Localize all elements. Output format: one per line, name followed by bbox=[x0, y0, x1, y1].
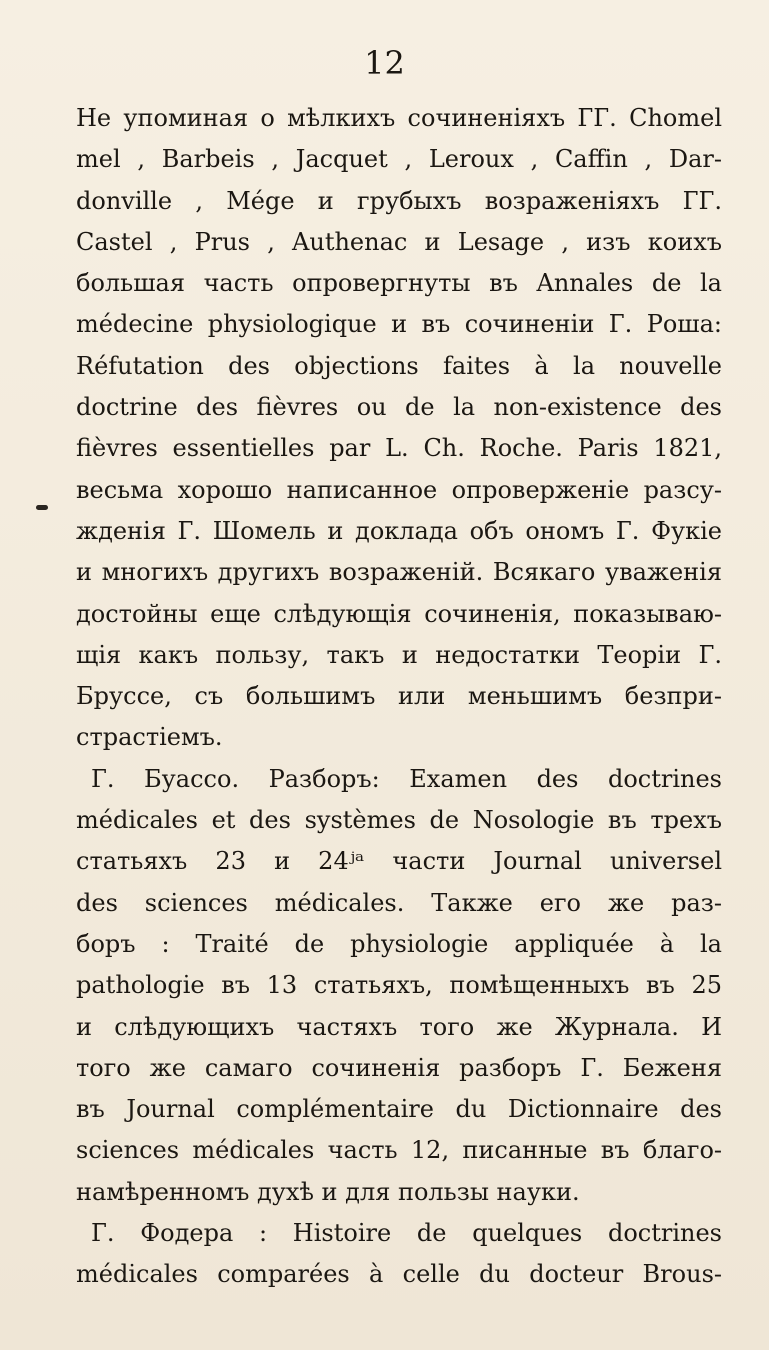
text-line: Не упоминая о мѣлкихъ сочиненіяхъ ГГ. Chomel bbox=[76, 104, 722, 132]
text-line: жденія Г. Шомель и доклада объ ономъ Г. Фукіе bbox=[76, 516, 722, 545]
text-line: достойны еще слѣдующія сочиненія, показываю- bbox=[76, 599, 722, 628]
margin-mark bbox=[36, 505, 48, 510]
text-line: и слѣдующихъ частяхъ того же Журнала. И bbox=[76, 1012, 722, 1041]
text-line: des sciences médicales. Также его же раз- bbox=[76, 888, 722, 917]
text-line: большая часть опровергнуты въ Annales de la bbox=[76, 269, 722, 298]
text-line: Г. Буассо. Разборъ: Examen des doctrines bbox=[91, 764, 722, 793]
page-number: 12 bbox=[364, 44, 405, 82]
text-line: въ Journal complémentaire du Dictionnaire des bbox=[76, 1095, 722, 1124]
text-line: médicales comparées à celle du docteur Brous- bbox=[76, 1260, 722, 1289]
text-line: pathologie въ 13 статьяхъ, помѣщенныхъ въ 25 bbox=[76, 971, 722, 1000]
text-line: Réfutation des objections faites à la nouvelle bbox=[76, 351, 722, 380]
text-line: mel , Barbeis , Jacquet , Leroux , Caffin , Dar- bbox=[76, 145, 722, 174]
text-line: щія какъ пользу, такъ и недостатки Теоріи Г. bbox=[76, 640, 722, 669]
text-line: боръ : Traité de physiologie appliquée à la bbox=[76, 929, 722, 958]
text-line: статьяхъ 23 и 24ʲᵃ части Journal universel bbox=[76, 847, 722, 876]
text-line: и многихъ другихъ возраженій. Всякаго уваженія bbox=[76, 558, 722, 587]
text-line: весьма хорошо написанное опроверженіе разсу- bbox=[76, 475, 722, 504]
text-line: Г. Фодера : Histoire de quelques doctrines bbox=[91, 1219, 722, 1248]
text-line: médicales et des systèmes de Nosologie въ трехъ bbox=[76, 806, 722, 835]
text-line: fièvres essentielles par L. Ch. Roche. Paris 1821, bbox=[76, 434, 722, 463]
text-line: sciences médicales часть 12, писанные въ благо- bbox=[76, 1136, 722, 1165]
text-line: страстіемъ. bbox=[76, 723, 223, 752]
text-line: Бруссе, съ большимъ или меньшимъ безпри- bbox=[76, 682, 722, 711]
text-line: того же самаго сочиненія разборъ Г. Беженя bbox=[76, 1053, 722, 1082]
text-line: намѣренномъ духѣ и для пользы науки. bbox=[76, 1177, 580, 1206]
text-line: médecine physiologique и въ сочиненіи Г. Роша: bbox=[76, 310, 722, 339]
body-text bbox=[76, 98, 722, 1296]
text-line: donville , Mége и грубыхъ возраженіяхъ ГГ. bbox=[76, 186, 722, 215]
text-line: doctrine des fièvres ou de la non-existence des bbox=[76, 393, 722, 422]
text-line: Castel , Prus , Authenac и Lesage , изъ коихъ bbox=[76, 227, 722, 256]
